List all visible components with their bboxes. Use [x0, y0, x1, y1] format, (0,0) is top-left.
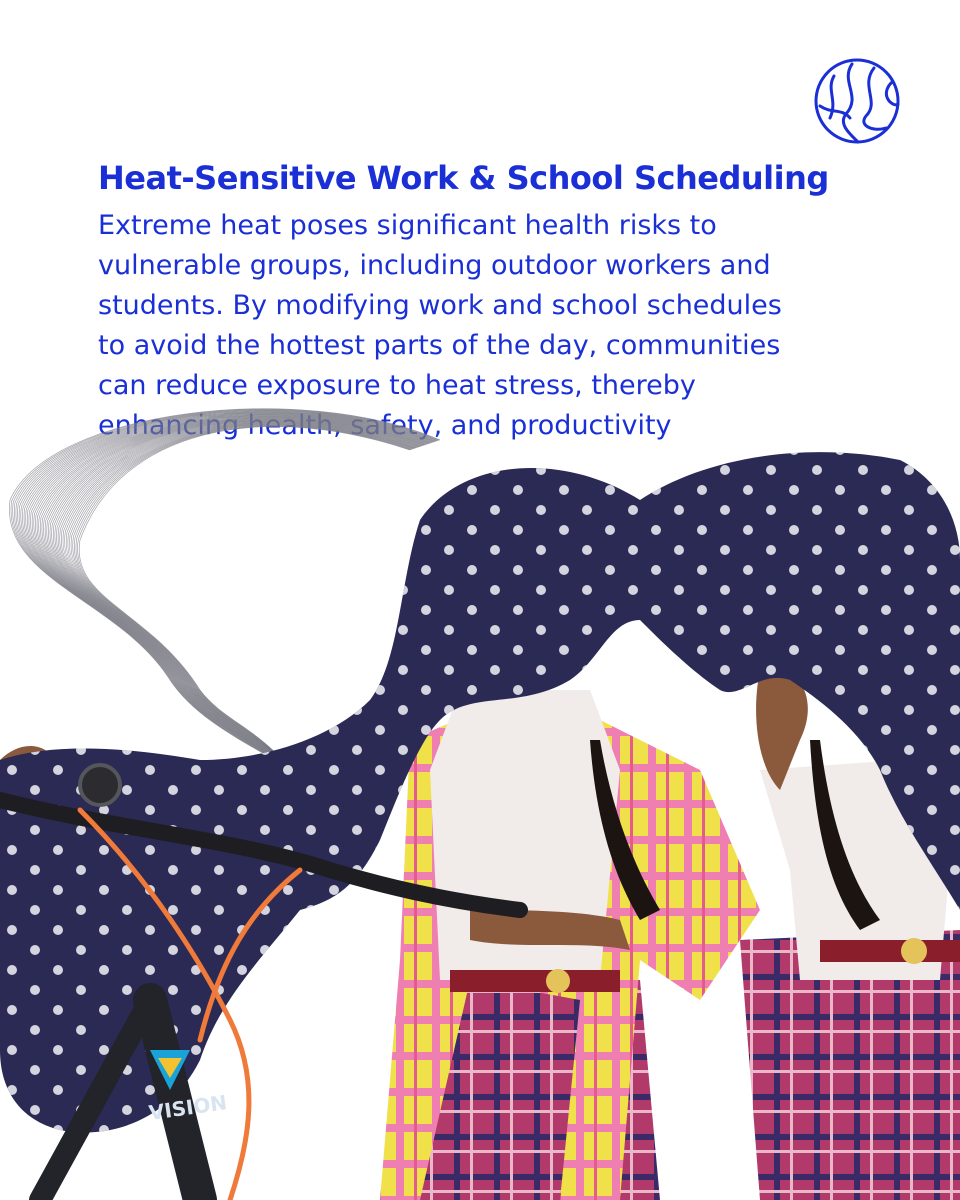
body-line: vulnerable groups, including outdoor workers and [98, 250, 771, 281]
body-line: Extreme heat poses significant health risks to [98, 210, 717, 241]
bicycle-decal-text: VISION [147, 1090, 229, 1125]
body-line: can reduce exposure to heat stress, thereby [98, 370, 696, 401]
body-line: enhancing health, safety, and productivity [98, 410, 672, 441]
body-line: to avoid the hottest parts of the day, communities [98, 330, 781, 361]
wave-globe-icon [812, 56, 902, 146]
two-students-under-shawl-photo [0, 440, 960, 1200]
belt-left [450, 970, 620, 992]
headline: Heat-Sensitive Work & School Scheduling [98, 159, 829, 197]
body-line: students. By modifying work and school schedules [98, 290, 782, 321]
bicycle-bell [80, 765, 120, 805]
belt-right [820, 940, 960, 962]
